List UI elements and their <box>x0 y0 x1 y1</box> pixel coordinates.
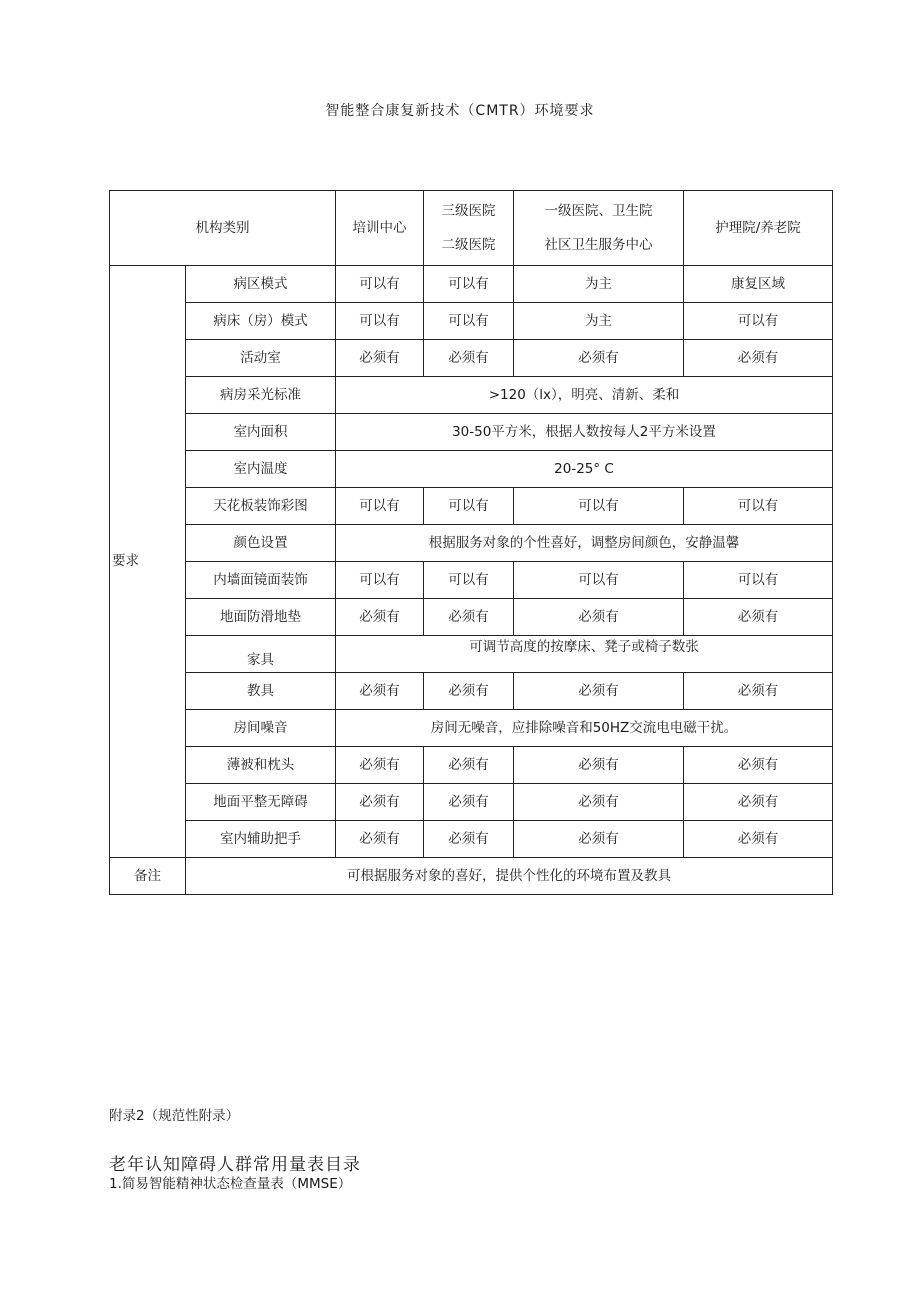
table-cell: 可以有 <box>684 488 833 525</box>
table-row <box>110 266 833 303</box>
row-label: 病房采光标准 <box>186 377 336 414</box>
table-row <box>110 525 833 562</box>
table-span-cell: 根据服务对象的个性喜好，调整房间颜色，安静温馨 <box>336 525 833 562</box>
table-cell: 必须有 <box>514 599 684 636</box>
table-header-row <box>110 191 833 266</box>
header-category: 机构类别 <box>110 191 336 266</box>
table-cell: 必须有 <box>336 784 424 821</box>
header-tertiary-secondary-hospital: 三级医院 二级医院 <box>424 191 514 266</box>
table-cell: 可以有 <box>336 303 424 340</box>
table-row <box>110 340 833 377</box>
table-cell: 必须有 <box>514 673 684 710</box>
row-label: 室内面积 <box>186 414 336 451</box>
environment-requirements-table <box>109 190 833 895</box>
table-cell: 必须有 <box>424 784 514 821</box>
table-cell: 可以有 <box>336 488 424 525</box>
header-training-center: 培训中心 <box>336 191 424 266</box>
table-cell: 必须有 <box>684 747 833 784</box>
table-cell: 必须有 <box>514 747 684 784</box>
table-cell: 可以有 <box>424 266 514 303</box>
row-label: 病床（房）模式 <box>186 303 336 340</box>
table-cell: 为主 <box>514 266 684 303</box>
table-row <box>110 821 833 858</box>
scale-list-title: 老年认知障碍人群常用量表目录 <box>109 1155 361 1175</box>
table-cell: 必须有 <box>424 599 514 636</box>
table-row <box>110 303 833 340</box>
table-row <box>110 488 833 525</box>
table-cell: 必须有 <box>514 821 684 858</box>
document-title: 智能整合康复新技术（CMTR）环境要求 <box>325 103 595 119</box>
table-cell: 必须有 <box>336 673 424 710</box>
table-cell: 为主 <box>514 303 684 340</box>
table-cell: 可以有 <box>424 488 514 525</box>
table-cell: 可以有 <box>424 562 514 599</box>
row-label: 室内辅助把手 <box>186 821 336 858</box>
table-row <box>110 673 833 710</box>
note-row <box>110 858 833 895</box>
table-cell: 可以有 <box>684 303 833 340</box>
table-row <box>110 599 833 636</box>
table-cell: 可以有 <box>336 266 424 303</box>
table-row <box>110 451 833 488</box>
table-cell: 必须有 <box>514 784 684 821</box>
table-cell: 必须有 <box>684 784 833 821</box>
table-cell: 必须有 <box>684 821 833 858</box>
table-span-cell: 房间无噪音，应排除噪音和50HZ交流电电磁干扰。 <box>336 710 833 747</box>
table-cell: 必须有 <box>424 673 514 710</box>
row-label: 薄被和枕头 <box>186 747 336 784</box>
row-label: 活动室 <box>186 340 336 377</box>
appendix-label: 附录2（规范性附录） <box>109 1108 240 1124</box>
note-text: 可根据服务对象的喜好，提供个性化的环境布置及教具 <box>186 858 833 895</box>
requirements-group-label: 要求 <box>110 266 186 858</box>
table-row <box>110 747 833 784</box>
row-label: 房间噪音 <box>186 710 336 747</box>
table-row <box>110 377 833 414</box>
header-primary-community: 一级医院、卫生院 社区卫生服务中心 <box>514 191 684 266</box>
table-cell: 必须有 <box>424 747 514 784</box>
row-label: 内墙面镜面装饰 <box>186 562 336 599</box>
table-cell: 必须有 <box>424 340 514 377</box>
row-label: 室内温度 <box>186 451 336 488</box>
table-cell: 必须有 <box>336 340 424 377</box>
row-label: 教具 <box>186 673 336 710</box>
row-label: 家具 <box>186 636 336 673</box>
table-cell: 可以有 <box>336 562 424 599</box>
table-cell: 必须有 <box>514 340 684 377</box>
table-cell: 可以有 <box>684 562 833 599</box>
row-label: 病区模式 <box>186 266 336 303</box>
list-item: 1.简易智能精神状态检查量表（MMSE） <box>109 1176 352 1192</box>
row-label: 颜色设置 <box>186 525 336 562</box>
table-cell: 康复区域 <box>684 266 833 303</box>
table-cell: 必须有 <box>684 599 833 636</box>
row-label: 地面平整无障碍 <box>186 784 336 821</box>
row-label: 地面防滑地垫 <box>186 599 336 636</box>
table-cell: 必须有 <box>424 821 514 858</box>
table-row <box>110 414 833 451</box>
table-row <box>110 562 833 599</box>
table-row <box>110 710 833 747</box>
table-row <box>110 784 833 821</box>
table-row <box>110 636 833 673</box>
table-span-cell: 20-25° C <box>336 451 833 488</box>
table-cell: 必须有 <box>336 599 424 636</box>
table-cell: 必须有 <box>684 340 833 377</box>
table-cell: 必须有 <box>336 821 424 858</box>
table-cell: 可以有 <box>424 303 514 340</box>
row-label: 天花板装饰彩图 <box>186 488 336 525</box>
table-span-cell: 可调节高度的按摩床、凳子或椅子数张 <box>336 636 833 673</box>
table-cell: 可以有 <box>514 488 684 525</box>
table-cell: 可以有 <box>514 562 684 599</box>
header-nursing-home: 护理院/养老院 <box>684 191 833 266</box>
note-label: 备注 <box>110 858 186 895</box>
table-cell: 必须有 <box>336 747 424 784</box>
table-cell: 必须有 <box>684 673 833 710</box>
table-span-cell: 30-50平方米，根据人数按每人2平方米设置 <box>336 414 833 451</box>
table-span-cell: >120（lx），明亮、清新、柔和 <box>336 377 833 414</box>
